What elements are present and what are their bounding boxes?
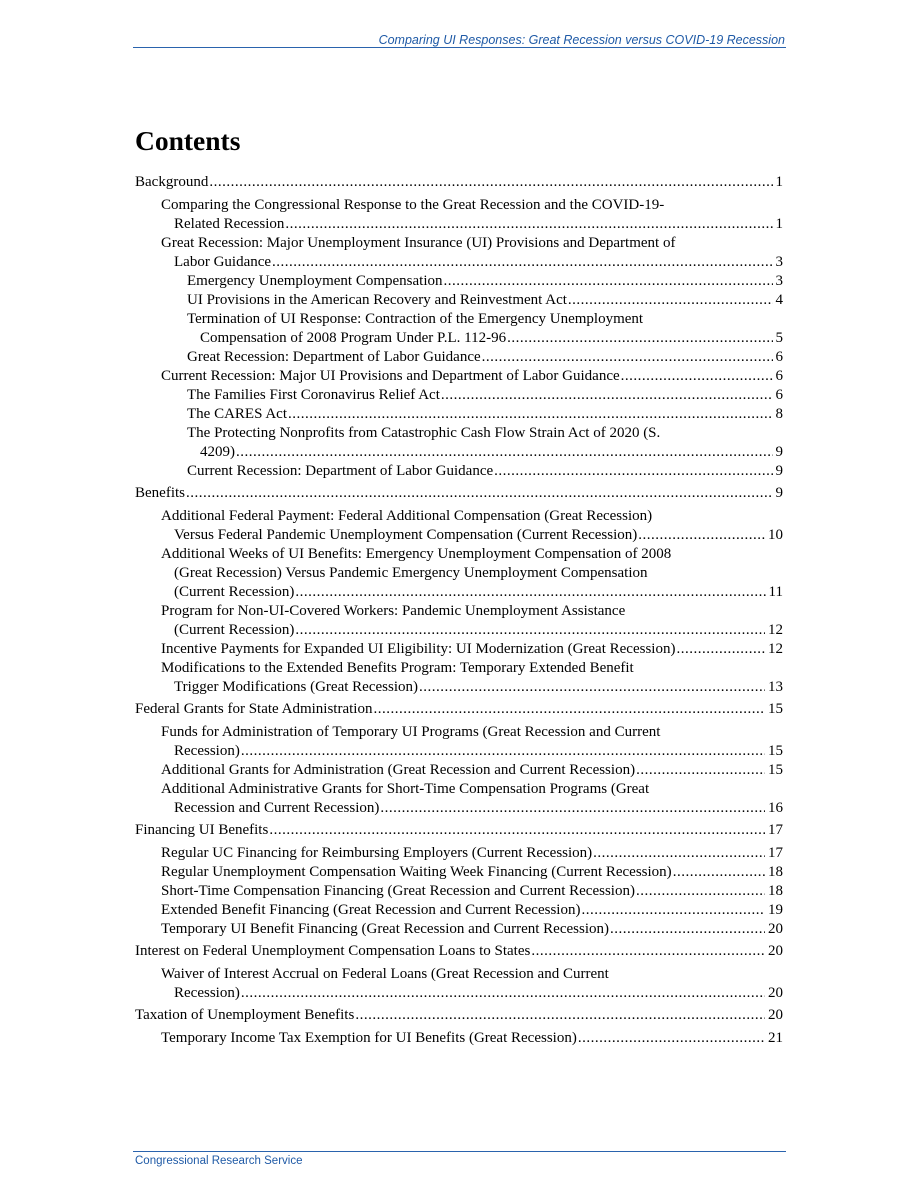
toc-entry-row bbox=[187, 348, 783, 367]
toc-page-number: 9 bbox=[775, 444, 783, 460]
toc-page-number: 5 bbox=[775, 330, 783, 346]
toc-entry[interactable] bbox=[135, 863, 783, 882]
toc-entry-row bbox=[161, 901, 783, 920]
toc-page-number: 17 bbox=[768, 822, 783, 838]
toc-entry[interactable] bbox=[135, 234, 783, 272]
toc-entry[interactable] bbox=[135, 942, 783, 961]
dot-leader bbox=[676, 640, 765, 659]
toc-entry-text: Financing UI Benefits bbox=[135, 822, 269, 838]
toc-page-number: 13 bbox=[768, 679, 783, 695]
toc-page-number: 17 bbox=[768, 845, 783, 861]
dot-leader bbox=[593, 844, 765, 863]
toc-page-number: 10 bbox=[768, 527, 783, 543]
dot-leader bbox=[295, 583, 765, 602]
toc-entry[interactable] bbox=[135, 659, 783, 697]
toc-entry-row bbox=[187, 386, 783, 405]
toc-entry[interactable] bbox=[135, 821, 783, 840]
toc-page-number: 20 bbox=[768, 943, 783, 959]
toc-entry[interactable] bbox=[135, 882, 783, 901]
toc-entry-row bbox=[187, 462, 783, 481]
toc-entry-row bbox=[161, 253, 783, 272]
toc-page-number: 18 bbox=[768, 883, 783, 899]
toc-page-number: 6 bbox=[775, 349, 783, 365]
toc-entry-text: Extended Benefit Financing (Great Recession and Current Recession) bbox=[161, 902, 581, 918]
toc-entry-row bbox=[135, 173, 783, 192]
toc-entry-text: Program for Non-UI-Covered Workers: Pandemic Unemployment Assistance bbox=[161, 603, 626, 619]
toc-entry[interactable] bbox=[135, 272, 783, 291]
footer-organization: Congressional Research Service bbox=[135, 1155, 303, 1167]
dot-leader bbox=[531, 942, 765, 961]
dot-leader bbox=[638, 526, 765, 545]
dot-leader bbox=[444, 272, 773, 291]
toc-entry-text: Recession) bbox=[174, 743, 240, 759]
toc-entry-text: Versus Federal Pandemic Unemployment Compensation (Current Recession) bbox=[174, 527, 638, 543]
toc-entry-text: Background bbox=[135, 174, 209, 190]
dot-leader bbox=[272, 253, 772, 272]
toc-page-number: 15 bbox=[768, 762, 783, 778]
toc-entry-text: Termination of UI Response: Contraction of the Emergency Unemployment bbox=[187, 311, 644, 327]
toc-entry-text: Current Recession: Major UI Provisions and Department of Labor Guidance bbox=[161, 368, 620, 384]
toc-entry[interactable] bbox=[135, 484, 783, 503]
dot-leader bbox=[636, 761, 765, 780]
running-header: Comparing UI Responses: Great Recession versus COVID-19 Recession bbox=[378, 33, 785, 47]
toc-page-number: 3 bbox=[775, 254, 783, 270]
toc-entry-text: Related Recession bbox=[174, 216, 285, 232]
toc-entry-text: Additional Administrative Grants for Short-Time Compensation Programs (Great bbox=[161, 781, 650, 797]
dot-leader bbox=[568, 291, 773, 310]
toc-entry-text: Taxation of Unemployment Benefits bbox=[135, 1007, 355, 1023]
dot-leader bbox=[482, 348, 773, 367]
toc-entry-row bbox=[161, 526, 783, 545]
toc-page-number: 16 bbox=[768, 800, 783, 816]
toc-entry-text: Funds for Administration of Temporary UI Programs (Great Recession and Current bbox=[161, 724, 661, 740]
toc-page-number: 15 bbox=[768, 701, 783, 717]
toc-entry[interactable] bbox=[135, 640, 783, 659]
toc-entry-row bbox=[135, 700, 783, 719]
toc-entry-row bbox=[161, 984, 783, 1003]
footer-divider bbox=[133, 1151, 786, 1152]
toc-entry-row bbox=[187, 443, 783, 462]
toc-entry[interactable] bbox=[135, 386, 783, 405]
dot-leader bbox=[494, 462, 772, 481]
toc-entry[interactable] bbox=[135, 291, 783, 310]
toc-entry-row bbox=[187, 405, 783, 424]
toc-entry-row bbox=[187, 329, 783, 348]
toc-page-number: 18 bbox=[768, 864, 783, 880]
toc-entry-text: (Current Recession) bbox=[174, 584, 295, 600]
dot-leader bbox=[355, 1006, 765, 1025]
toc-entry-row bbox=[161, 844, 783, 863]
toc-entry-row bbox=[187, 272, 783, 291]
toc-entry-row bbox=[135, 942, 783, 961]
toc-entry[interactable] bbox=[135, 462, 783, 481]
dot-leader bbox=[209, 173, 772, 192]
dot-leader bbox=[380, 799, 765, 818]
toc-entry-text: Additional Weeks of UI Benefits: Emergency Unemployment Compensation of 2008 bbox=[161, 546, 672, 562]
dot-leader bbox=[373, 700, 765, 719]
toc-entry[interactable] bbox=[135, 1029, 783, 1048]
toc-entry[interactable] bbox=[135, 602, 783, 640]
dot-leader bbox=[441, 386, 773, 405]
toc-page-number: 20 bbox=[768, 1007, 783, 1023]
dot-leader bbox=[241, 742, 765, 761]
toc-entry-text: The Protecting Nonprofits from Catastrophic Cash Flow Strain Act of 2020 (S. bbox=[187, 425, 661, 441]
toc-entry-text: Labor Guidance bbox=[174, 254, 272, 270]
toc-entry[interactable] bbox=[135, 367, 783, 386]
toc-entry-text: Interest on Federal Unemployment Compensation Loans to States bbox=[135, 943, 531, 959]
toc-entry-text: Great Recession: Major Unemployment Insurance (UI) Provisions and Department of bbox=[161, 235, 676, 251]
toc-entry-row bbox=[161, 761, 783, 780]
dot-leader bbox=[673, 863, 765, 882]
toc-entry-text: Short-Time Compensation Financing (Great Recession and Current Recession) bbox=[161, 883, 635, 899]
toc-entry-row bbox=[187, 291, 783, 310]
toc-page-number: 6 bbox=[775, 368, 783, 384]
toc-entry[interactable] bbox=[135, 700, 783, 719]
dot-leader bbox=[295, 621, 765, 640]
toc-entry-row bbox=[161, 583, 783, 602]
toc-entry-row bbox=[161, 742, 783, 761]
toc-entry-text: The CARES Act bbox=[187, 406, 287, 422]
toc-entry-text: Emergency Unemployment Compensation bbox=[187, 273, 443, 289]
toc-entry-text: Trigger Modifications (Great Recession) bbox=[174, 679, 418, 695]
toc-entry[interactable] bbox=[135, 920, 783, 939]
toc-entry-text: 4209) bbox=[200, 444, 235, 460]
toc-entry[interactable] bbox=[135, 173, 783, 192]
toc-page-number: 15 bbox=[768, 743, 783, 759]
toc-entry-text: Benefits bbox=[135, 485, 185, 501]
toc-page-number: 12 bbox=[768, 622, 783, 638]
toc-entry-row bbox=[161, 799, 783, 818]
toc-entry[interactable] bbox=[135, 545, 783, 602]
toc-entry-text: Additional Federal Payment: Federal Additional Compensation (Great Recession) bbox=[161, 508, 653, 524]
toc-entry-text: Modifications to the Extended Benefits Program: Temporary Extended Benefit bbox=[161, 660, 634, 676]
toc-entry-text: The Families First Coronavirus Relief Act bbox=[187, 387, 440, 403]
toc-page-number: 20 bbox=[768, 985, 783, 1001]
toc-entry-row bbox=[135, 821, 783, 840]
toc-entry[interactable] bbox=[135, 405, 783, 424]
dot-leader bbox=[621, 367, 773, 386]
toc-entry-row bbox=[135, 1006, 783, 1025]
toc-entry[interactable] bbox=[135, 348, 783, 367]
toc-entry-row bbox=[161, 215, 783, 234]
toc-entry[interactable] bbox=[135, 196, 783, 234]
toc-entry-text: Temporary UI Benefit Financing (Great Recession and Current Recession) bbox=[161, 921, 609, 937]
toc-entry[interactable] bbox=[135, 507, 783, 545]
toc-entry[interactable] bbox=[135, 844, 783, 863]
toc-entry[interactable] bbox=[135, 780, 783, 818]
toc-page-number: 3 bbox=[775, 273, 783, 289]
toc-entry-text: Comparing the Congressional Response to the Great Recession and the COVID-19- bbox=[161, 197, 665, 213]
toc-entry[interactable] bbox=[135, 965, 783, 1003]
toc-page-number: 12 bbox=[768, 641, 783, 657]
toc-page-number: 19 bbox=[768, 902, 783, 918]
toc-entry-text: Incentive Payments for Expanded UI Eligibility: UI Modernization (Great Recession) bbox=[161, 641, 676, 657]
toc-entry-row bbox=[161, 863, 783, 882]
toc-page-number: 1 bbox=[775, 216, 783, 232]
toc-page-number: 21 bbox=[768, 1030, 783, 1046]
dot-leader bbox=[610, 920, 765, 939]
toc-page-number: 8 bbox=[775, 406, 783, 422]
toc-entry-text: Temporary Income Tax Exemption for UI Benefits (Great Recession) bbox=[161, 1030, 577, 1046]
toc-entry-text: Additional Grants for Administration (Great Recession and Current Recession) bbox=[161, 762, 636, 778]
toc-entry[interactable] bbox=[135, 310, 783, 348]
toc-entry-text: Recession) bbox=[174, 985, 240, 1001]
toc-entry-text: UI Provisions in the American Recovery and Reinvestment Act bbox=[187, 292, 567, 308]
toc-page-number: 11 bbox=[768, 584, 783, 600]
toc-entry-text: Compensation of 2008 Program Under P.L. 112-96 bbox=[200, 330, 507, 346]
toc-entry-row bbox=[161, 678, 783, 697]
toc-page-number: 1 bbox=[775, 174, 783, 190]
toc-entry-text: Current Recession: Department of Labor Guidance bbox=[187, 463, 494, 479]
table-of-contents bbox=[135, 173, 783, 1048]
toc-entry-text: Great Recession: Department of Labor Guidance bbox=[187, 349, 481, 365]
toc-entry[interactable] bbox=[135, 424, 783, 462]
toc-entry[interactable] bbox=[135, 901, 783, 920]
toc-entry-text: Regular UC Financing for Reimbursing Employers (Current Recession) bbox=[161, 845, 593, 861]
toc-page-number: 4 bbox=[775, 292, 783, 308]
dot-leader bbox=[507, 329, 772, 348]
toc-entry-row bbox=[161, 640, 783, 659]
toc-entry[interactable] bbox=[135, 1006, 783, 1025]
toc-entry-text: Regular Unemployment Compensation Waiting Week Financing (Current Recession) bbox=[161, 864, 672, 880]
toc-entry-row bbox=[161, 367, 783, 386]
dot-leader bbox=[288, 405, 773, 424]
toc-entry-row bbox=[161, 920, 783, 939]
dot-leader bbox=[578, 1029, 765, 1048]
toc-entry[interactable] bbox=[135, 761, 783, 780]
toc-entry-row bbox=[161, 621, 783, 640]
dot-leader bbox=[636, 882, 765, 901]
toc-page-number: 20 bbox=[768, 921, 783, 937]
toc-page-number: 6 bbox=[775, 387, 783, 403]
toc-entry-text: (Current Recession) bbox=[174, 622, 295, 638]
header-divider bbox=[133, 47, 786, 48]
dot-leader bbox=[419, 678, 765, 697]
dot-leader bbox=[236, 443, 773, 462]
page-title: Contents bbox=[135, 125, 241, 156]
dot-leader bbox=[581, 901, 765, 920]
dot-leader bbox=[186, 484, 773, 503]
toc-entry-row bbox=[161, 1029, 783, 1048]
toc-page-number: 9 bbox=[775, 463, 783, 479]
toc-entry-text: (Great Recession) Versus Pandemic Emergency Unemployment Compensation bbox=[174, 565, 648, 581]
toc-entry-text: Federal Grants for State Administration bbox=[135, 701, 373, 717]
toc-entry-row bbox=[135, 484, 783, 503]
toc-entry-text: Waiver of Interest Accrual on Federal Loans (Great Recession and Current bbox=[161, 966, 609, 982]
toc-entry[interactable] bbox=[135, 723, 783, 761]
toc-entry-text: Recession and Current Recession) bbox=[174, 800, 380, 816]
dot-leader bbox=[241, 984, 765, 1003]
dot-leader bbox=[285, 215, 772, 234]
toc-entry-row bbox=[161, 882, 783, 901]
toc-page-number: 9 bbox=[775, 485, 783, 501]
dot-leader bbox=[269, 821, 765, 840]
